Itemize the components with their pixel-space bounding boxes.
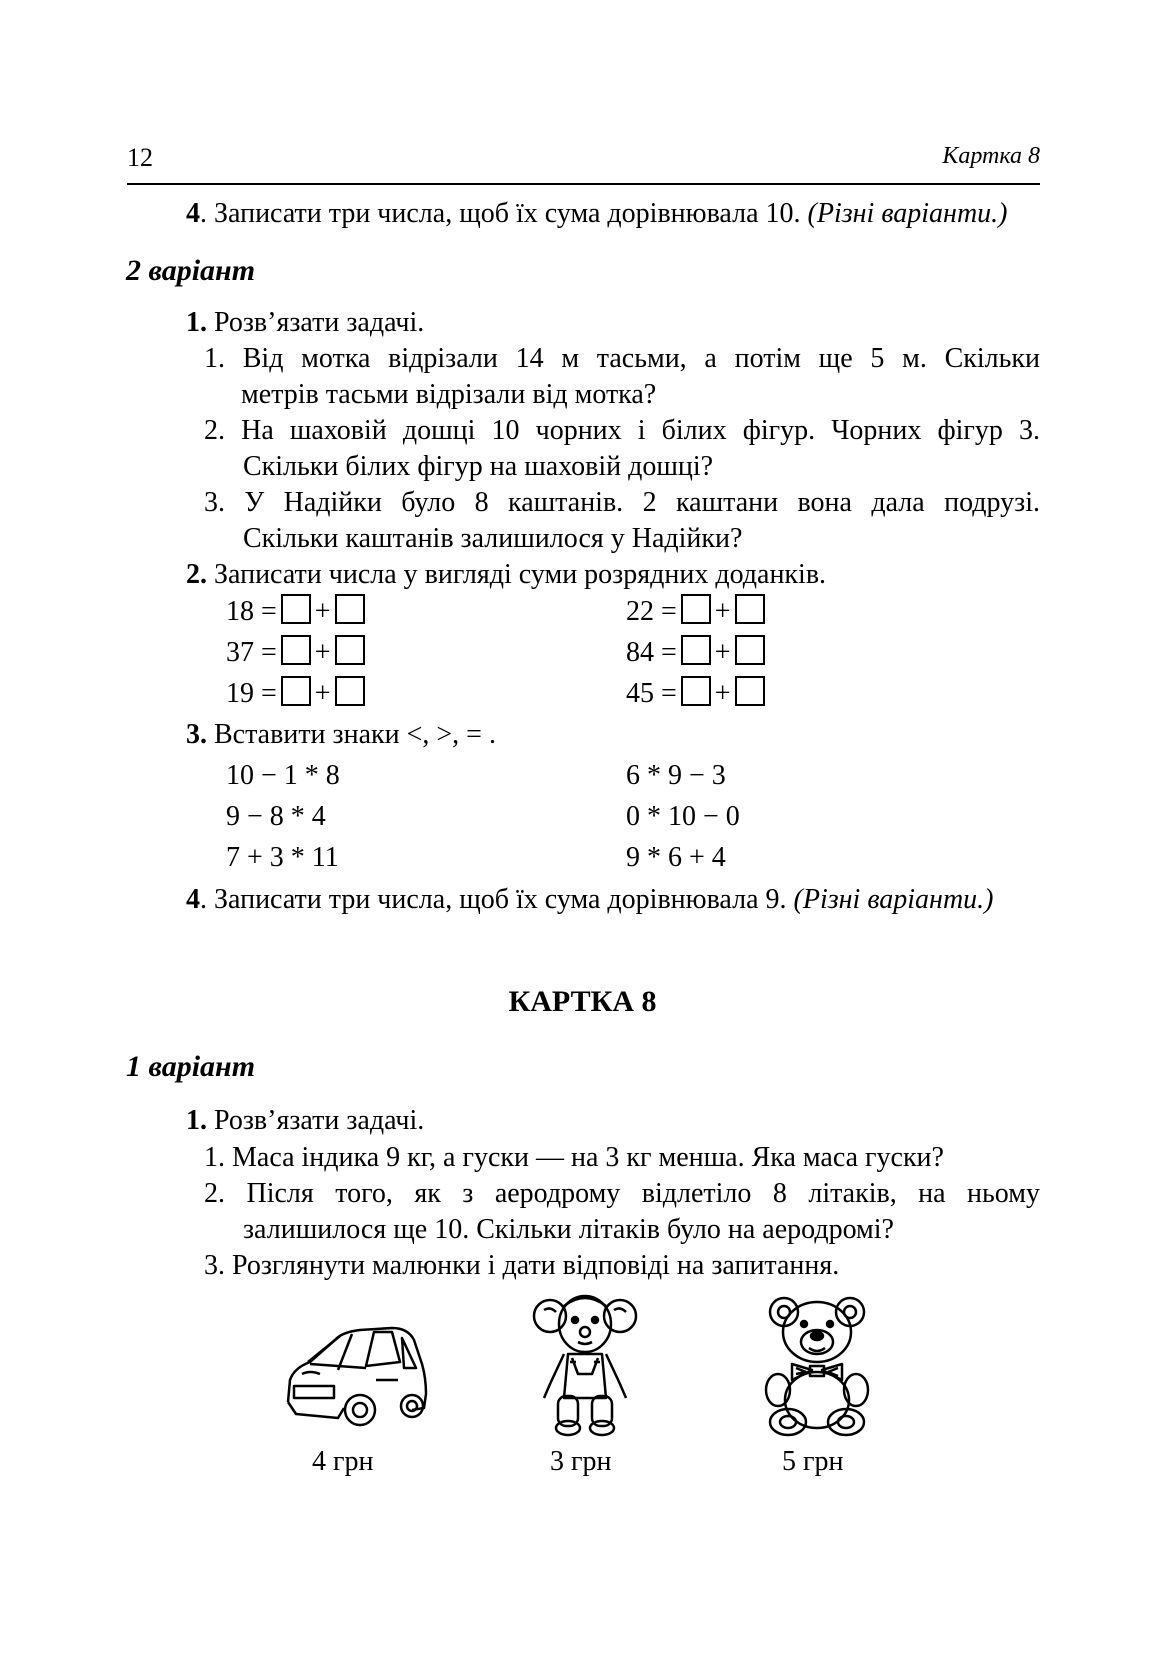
sum-row: 45 = + — [626, 676, 769, 712]
answer-box[interactable] — [335, 676, 365, 706]
answer-box[interactable] — [681, 635, 711, 665]
answer-box[interactable] — [735, 594, 765, 624]
compare-expression: 9 * 6 + 4 — [626, 842, 726, 873]
sum-row: 37 = + — [226, 635, 369, 671]
compare-expression: 7 + 3 * 11 — [226, 842, 339, 873]
running-title: Картка 8 — [942, 143, 1040, 169]
v2-task-2: 2. Записати числа у вигляді суми розрядних доданків. — [186, 559, 827, 590]
sum-row: 19 = + — [226, 676, 369, 712]
sum-row: 84 = + — [626, 635, 769, 671]
v1-problem-3: 3. Розглянути малюнки і дати відповіді на запитання. — [204, 1250, 840, 1281]
answer-box[interactable] — [281, 676, 311, 706]
page-header — [127, 143, 1040, 185]
sum-row: 18 = + — [226, 594, 369, 630]
page-number: 12 — [127, 143, 153, 172]
variant-1-heading: 1 варіант — [126, 1050, 256, 1083]
answer-box[interactable] — [735, 635, 765, 665]
v2-problem-1-line2: метрів тасьми відрізали від мотка? — [241, 379, 657, 410]
v2-problem-2-line2: Скільки білих фігур на шаховій дошці? — [243, 451, 714, 482]
v1-problem-2-line2: залишилося ще 10. Скільки літаків було на аеродромі? — [243, 1214, 894, 1245]
v1-problem-2-line1: 2. Після того, як з аеродрому відлетіло 8 літаків, на ньому — [204, 1178, 1040, 1209]
answer-box[interactable] — [281, 635, 311, 665]
top-task-4: 4. Записати три числа, щоб їх сума дорівнювала 10. (Різні варіанти.) — [186, 198, 1008, 229]
v2-problem-2-line1: 2. На шаховій дошці 10 чорних і білих фігур. Чорних фігур 3. — [204, 415, 1040, 446]
doll-icon — [530, 1288, 640, 1438]
answer-box[interactable] — [335, 635, 365, 665]
teddy-bear-icon — [762, 1290, 872, 1438]
doll-price: 3 грн — [550, 1446, 612, 1477]
v1-problem-1: 1. Маса індика 9 кг, а гуски — на 3 кг менша. Яка маса гуски? — [204, 1142, 944, 1173]
v2-task-3: 3. Вставити знаки <, >, = . — [186, 719, 496, 750]
v2-problem-1-line1: 1. Від мотка відрізали 14 м тасьми, а потім ще 5 м. Скільки — [204, 343, 1040, 374]
answer-box[interactable] — [281, 594, 311, 624]
sum-row: 22 = + — [626, 594, 769, 630]
v2-task-4: 4. Записати три числа, щоб їх сума дорівнювала 9. (Різні варіанти.) — [186, 884, 994, 915]
answer-box[interactable] — [681, 594, 711, 624]
compare-expression: 0 * 10 − 0 — [626, 801, 740, 832]
card-title: КАРТКА 8 — [508, 985, 657, 1018]
v2-problem-3-line1: 3. У Надійки було 8 каштанів. 2 каштани вона дала подрузі. — [204, 487, 1040, 518]
answer-box[interactable] — [735, 676, 765, 706]
bear-price: 5 грн — [782, 1446, 844, 1477]
compare-expression: 10 − 1 * 8 — [226, 760, 340, 791]
variant-2-heading: 2 варіант — [126, 254, 256, 287]
answer-box[interactable] — [335, 594, 365, 624]
answer-box[interactable] — [681, 676, 711, 706]
car-price: 4 грн — [312, 1446, 374, 1477]
v1-task-1: 1. Розв’язати задачі. — [186, 1105, 425, 1136]
v2-task-1: 1. Розв’язати задачі. — [186, 307, 425, 338]
compare-expression: 6 * 9 − 3 — [626, 760, 726, 791]
compare-expression: 9 − 8 * 4 — [226, 801, 326, 832]
car-icon — [280, 1322, 430, 1432]
v2-problem-3-line2: Скільки каштанів залишилося у Надійки? — [243, 523, 743, 554]
